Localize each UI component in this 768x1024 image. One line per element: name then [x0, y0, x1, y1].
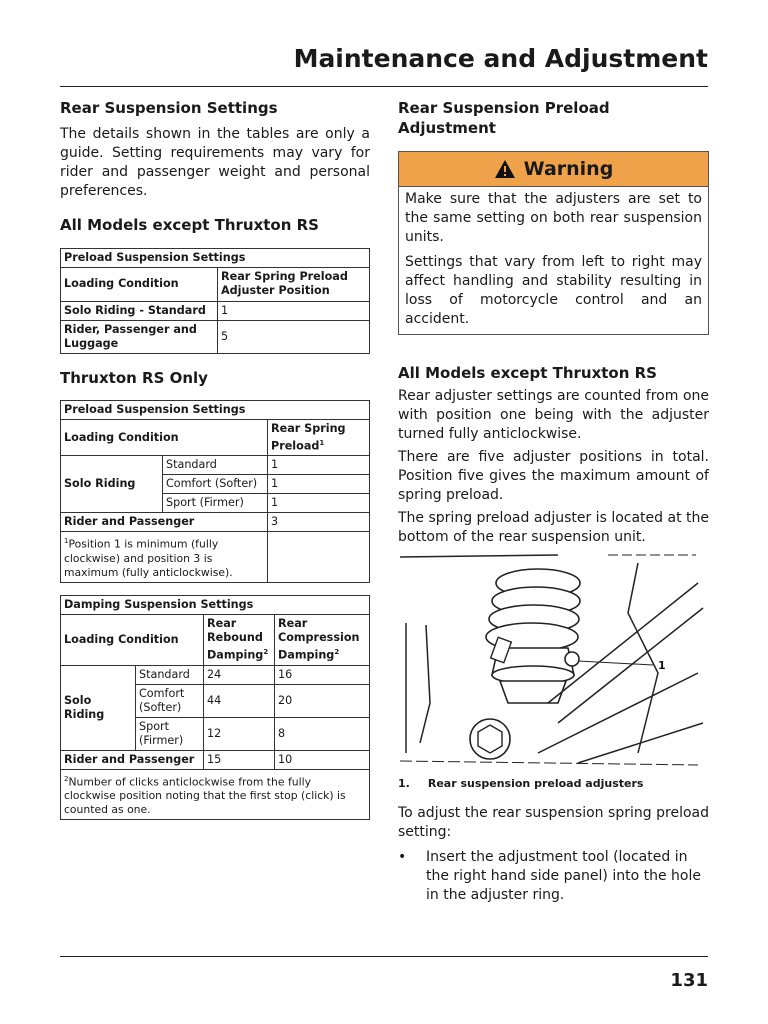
compression-value: 20	[275, 684, 370, 717]
mode-label: Sport (Firmer)	[163, 494, 268, 513]
instruction-paragraph: To adjust the rear suspension spring preload setting:	[398, 804, 709, 840]
figure-callout-label: 1	[658, 658, 666, 672]
rear-suspension-settings-heading: Rear Suspension Settings	[60, 99, 278, 117]
rebound-value: 44	[204, 684, 275, 717]
table-footnote: $^2$Number of clicks anticlockwise from the fully clockwise position noting that the first stop (click) is counted as one.	[61, 769, 370, 820]
col-header-loading: Loading Condition	[61, 615, 204, 666]
solo-riding-label: Solo Riding	[61, 456, 163, 513]
row-label: Solo Riding - Standard	[61, 301, 218, 320]
compression-value: 10	[275, 750, 370, 769]
warning-paragraph: Make sure that the adjusters are set to the same setting on both rear suspension units.	[405, 190, 702, 245]
left-column	[60, 98, 370, 820]
table-title: Preload Suspension Settings	[61, 400, 370, 419]
mode-value: 1	[268, 456, 370, 475]
preload-adjustment-heading: Rear Suspension Preload Adjustment	[398, 99, 610, 138]
mode-label: Standard	[136, 665, 204, 684]
col-header-rebound: Rear Rebound Damping$^2$	[204, 615, 275, 666]
warning-triangle-icon	[494, 159, 516, 179]
thruxton-rs-heading: Thruxton RS Only	[60, 368, 208, 387]
warning-paragraph: Settings that vary from left to right may affect handling and stability resulting in loss of motorcycle control and an accident.	[405, 253, 702, 327]
row-label: Rider, Passenger and Luggage	[61, 320, 218, 353]
adjuster-paragraph: The spring preload adjuster is located at the bottom of the rear suspension unit.	[398, 509, 709, 545]
col-header-loading: Loading Condition	[61, 267, 218, 301]
empty-cell	[268, 532, 370, 583]
all-models-heading: All Models except Thruxton RS	[60, 216, 319, 235]
col-header-compression: Rear Compression Damping$^2$	[275, 615, 370, 666]
damping-table	[60, 595, 370, 820]
table-title: Preload Suspension Settings	[61, 248, 370, 267]
figure-caption	[398, 777, 709, 790]
preload-table-thruxton	[60, 400, 370, 583]
intro-paragraph: The details shown in the tables are only a guide. Setting requirements may vary for rider and passenger weight and personal preferences.	[60, 126, 370, 200]
row-value: 5	[218, 320, 370, 353]
header-divider	[60, 86, 708, 87]
warning-title: Warning	[523, 157, 614, 180]
table-footnote: $^1$Position 1 is minimum (fully clockwise) and position 3 is maximum (fully anticlockwise).	[61, 532, 268, 583]
col-header-loading: Loading Condition	[61, 419, 268, 456]
col-header-preload: Rear Spring Preload$^1$	[268, 419, 370, 456]
preload-adjuster-illustration	[398, 553, 709, 773]
page-title: Maintenance and Adjustment	[293, 44, 708, 73]
page-number: 131	[670, 970, 708, 991]
solo-riding-label: Solo Riding	[61, 665, 136, 750]
mode-value: 1	[268, 475, 370, 494]
caption-text: Rear suspension preload adjusters	[427, 776, 644, 790]
preload-table-all-models	[60, 248, 370, 354]
compression-value: 16	[275, 665, 370, 684]
mode-label: Standard	[163, 456, 268, 475]
right-column	[398, 98, 709, 905]
rider-passenger-label: Rider and Passenger	[61, 750, 204, 769]
warning-box	[398, 151, 709, 335]
compression-value: 8	[275, 717, 370, 750]
rider-passenger-label: Rider and Passenger	[61, 513, 268, 532]
table-title: Damping Suspension Settings	[61, 596, 370, 615]
col-header-preload: Rear Spring Preload Adjuster Position	[218, 267, 370, 301]
caption-number: 1.	[398, 776, 410, 790]
rider-passenger-value: 3	[268, 513, 370, 532]
bullet-text: Insert the adjustment tool (located in the right hand side panel) into the hole in the adjuster ring.	[426, 848, 701, 903]
mode-label: Comfort (Softer)	[163, 475, 268, 494]
mode-label: Comfort (Softer)	[136, 684, 204, 717]
adjuster-paragraph: There are five adjuster positions in total. Position five gives the maximum amount of spring preload.	[398, 448, 709, 503]
bullet-marker: •	[398, 848, 407, 865]
footer-divider	[60, 956, 708, 957]
rebound-value: 12	[204, 717, 275, 750]
mode-label: Sport (Firmer)	[136, 717, 204, 750]
row-value: 1	[218, 301, 370, 320]
mode-value: 1	[268, 494, 370, 513]
adjuster-paragraph: Rear adjuster settings are counted from one with position one being with the adjuster turned fully anticlockwise.	[398, 387, 709, 442]
warning-header	[399, 152, 708, 187]
rebound-value: 24	[204, 665, 275, 684]
warning-body	[399, 187, 708, 334]
all-models-heading: All Models except Thruxton RS	[398, 363, 657, 382]
bullet-item	[398, 848, 709, 905]
rebound-value: 15	[204, 750, 275, 769]
